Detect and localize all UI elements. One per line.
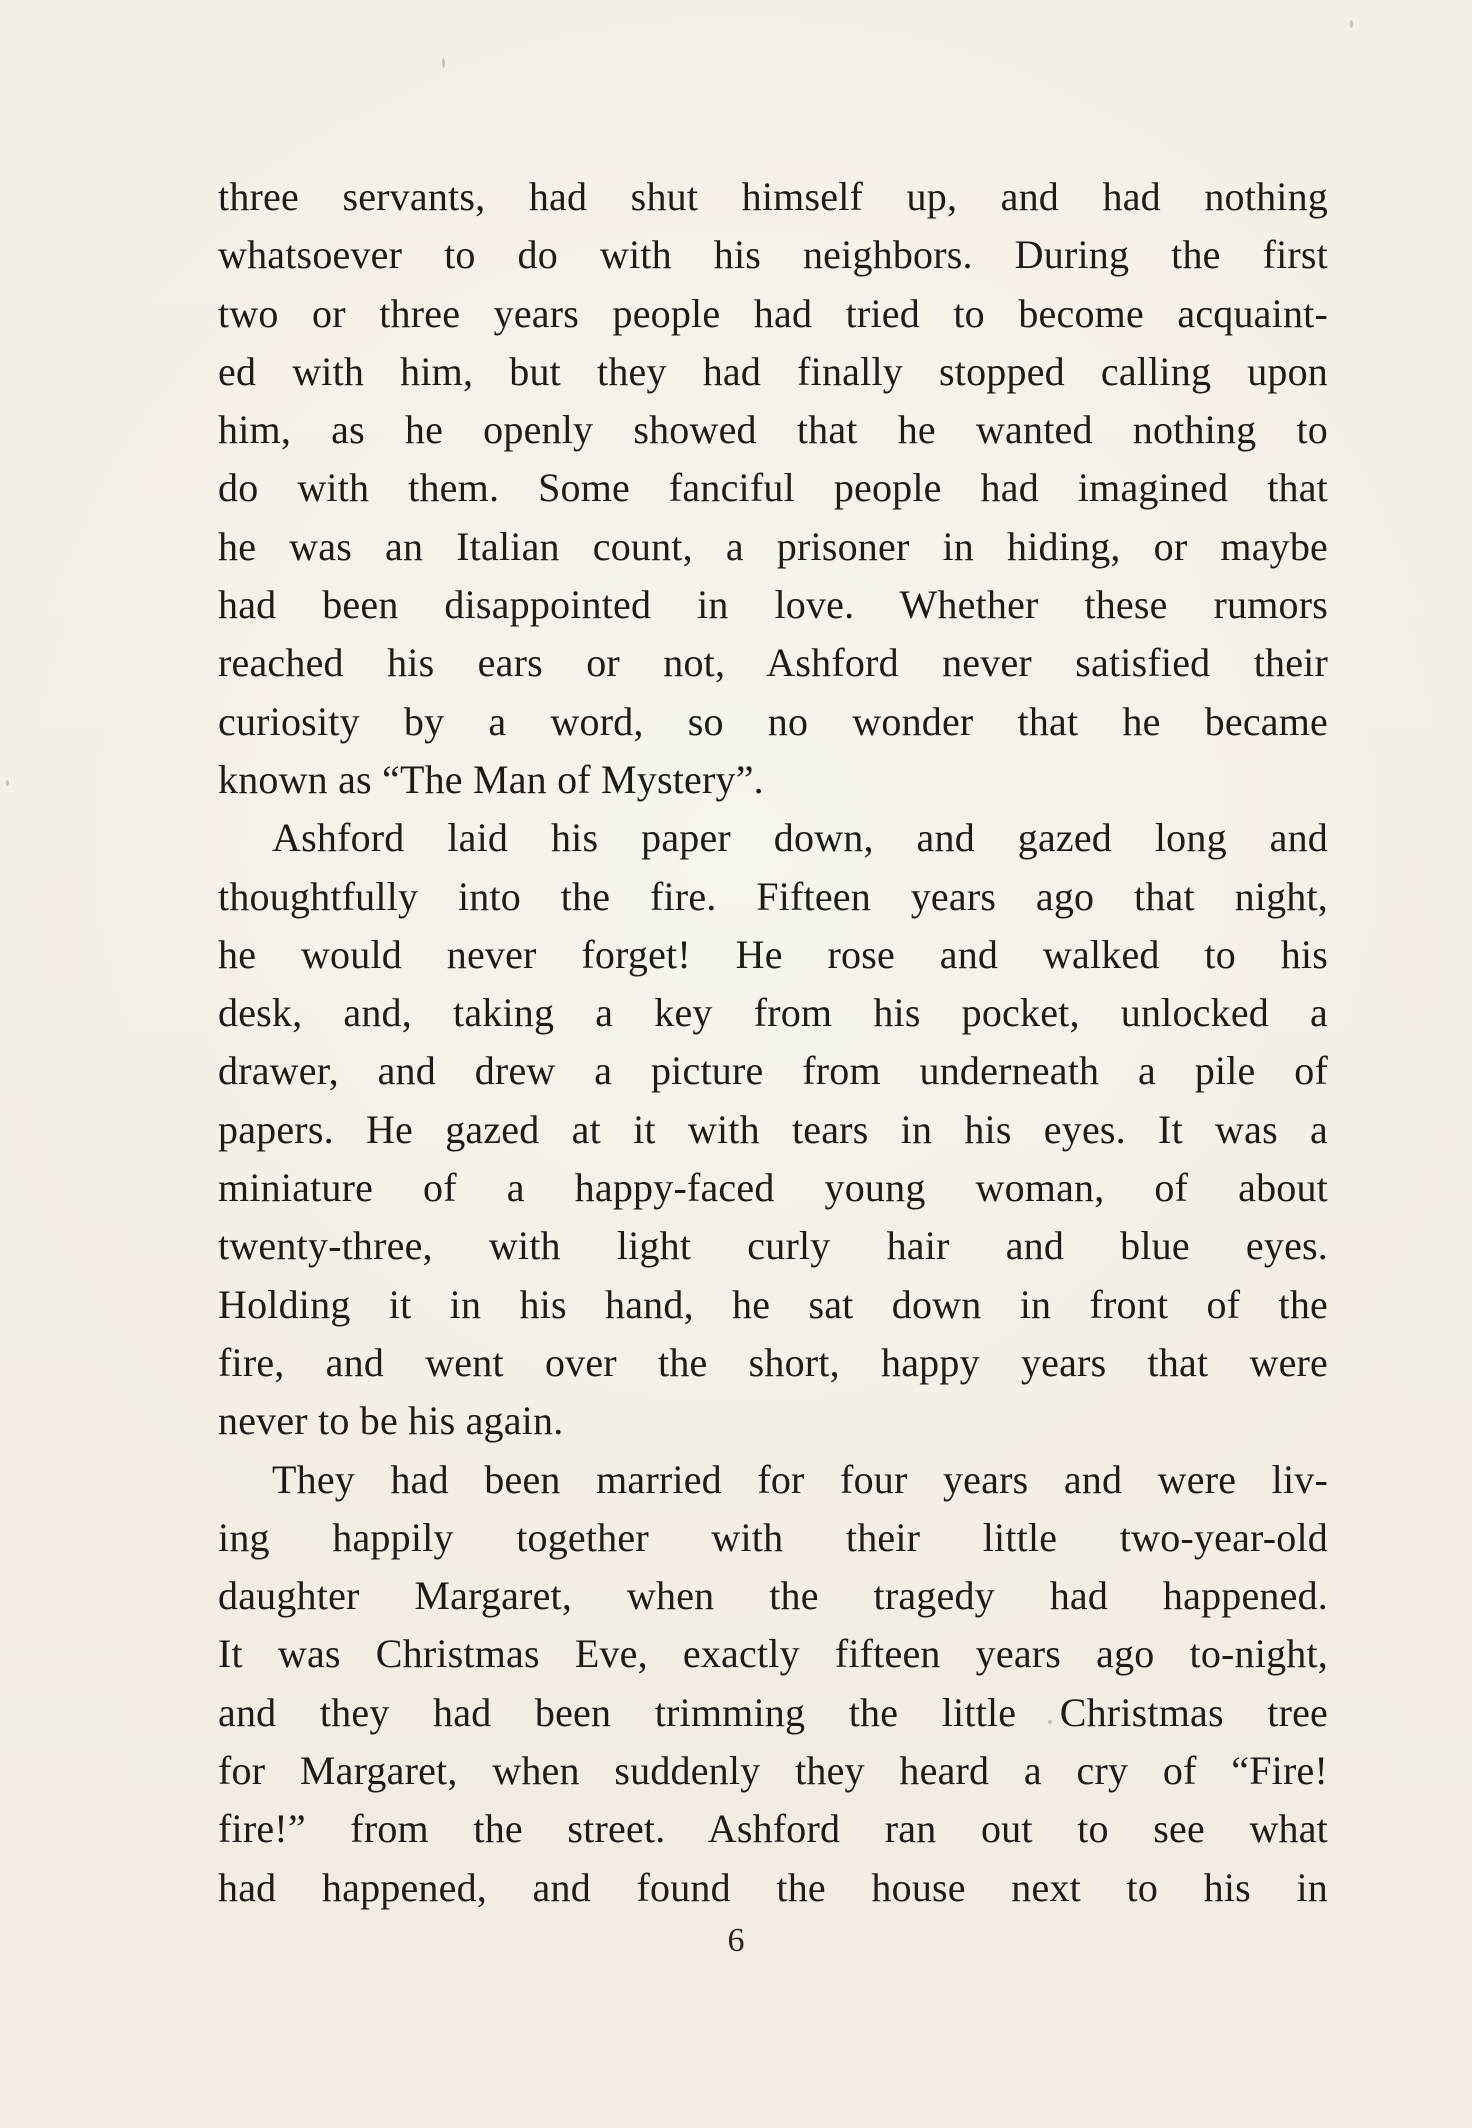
page-number: 6: [727, 1922, 745, 1959]
text-line: desk, and, taking a key from his pocket, unlocked a: [218, 990, 1328, 1036]
text-line: curiosity by a word, so no wonder that he became: [218, 698, 1328, 744]
body-text: [218, 168, 1328, 1917]
text-line: never to be his again.: [218, 1398, 564, 1444]
text-line: They had been married for four years and were liv-: [272, 1456, 1328, 1502]
text-line: drawer, and drew a picture from underneath a pile of: [218, 1048, 1328, 1094]
paper-speck: [6, 780, 9, 786]
text-line: reached his ears or not, Ashford never satisfied their: [218, 640, 1328, 686]
text-line: had been disappointed in love. Whether these rumors: [218, 582, 1328, 628]
text-line: fire!” from the street. Ashford ran out to see what: [218, 1806, 1328, 1852]
text-line: do with them. Some fanciful people had imagined that: [218, 465, 1328, 511]
text-line: ed with him, but they had finally stopped calling upon: [218, 348, 1328, 394]
text-line: he would never forget! He rose and walked to his: [218, 931, 1328, 977]
text-line: fire, and went over the short, happy years that were: [218, 1339, 1328, 1385]
text-line: daughter Margaret, when the tragedy had happened.: [218, 1573, 1328, 1619]
text-line: known as “The Man of Mystery”.: [218, 756, 764, 802]
text-line: Ashford laid his paper down, and gazed long and: [272, 815, 1328, 861]
text-line: him, as he openly showed that he wanted nothing to: [218, 407, 1328, 453]
text-line: It was Christmas Eve, exactly fifteen years ago to-night,: [218, 1631, 1328, 1677]
text-line: he was an Italian count, a prisoner in hiding, or maybe: [218, 523, 1328, 569]
text-line: papers. He gazed at it with tears in his eyes. It was a: [218, 1106, 1328, 1152]
text-line: thoughtfully into the fire. Fifteen years ago that night,: [218, 873, 1328, 919]
text-line: Holding it in his hand, he sat down in front of the: [218, 1281, 1328, 1327]
text-line: ing happily together with their little two-year-old: [218, 1514, 1328, 1560]
text-line: two or three years people had tried to become acquaint-: [218, 290, 1328, 336]
text-line: twenty-three, with light curly hair and blue eyes.: [218, 1223, 1328, 1269]
text-line: three servants, had shut himself up, and had nothing: [218, 174, 1328, 219]
paper-speck: [1350, 20, 1353, 28]
text-line: whatsoever to do with his neighbors. During the first: [218, 232, 1328, 278]
text-line: and they had been trimming the little Christmas tree: [218, 1689, 1328, 1735]
text-line: for Margaret, when suddenly they heard a cry of “Fire!: [218, 1748, 1328, 1794]
text-line: miniature of a happy-faced young woman, of about: [218, 1165, 1328, 1211]
text-line: had happened, and found the house next to his in: [218, 1864, 1328, 1910]
paper-speck: [442, 58, 445, 68]
